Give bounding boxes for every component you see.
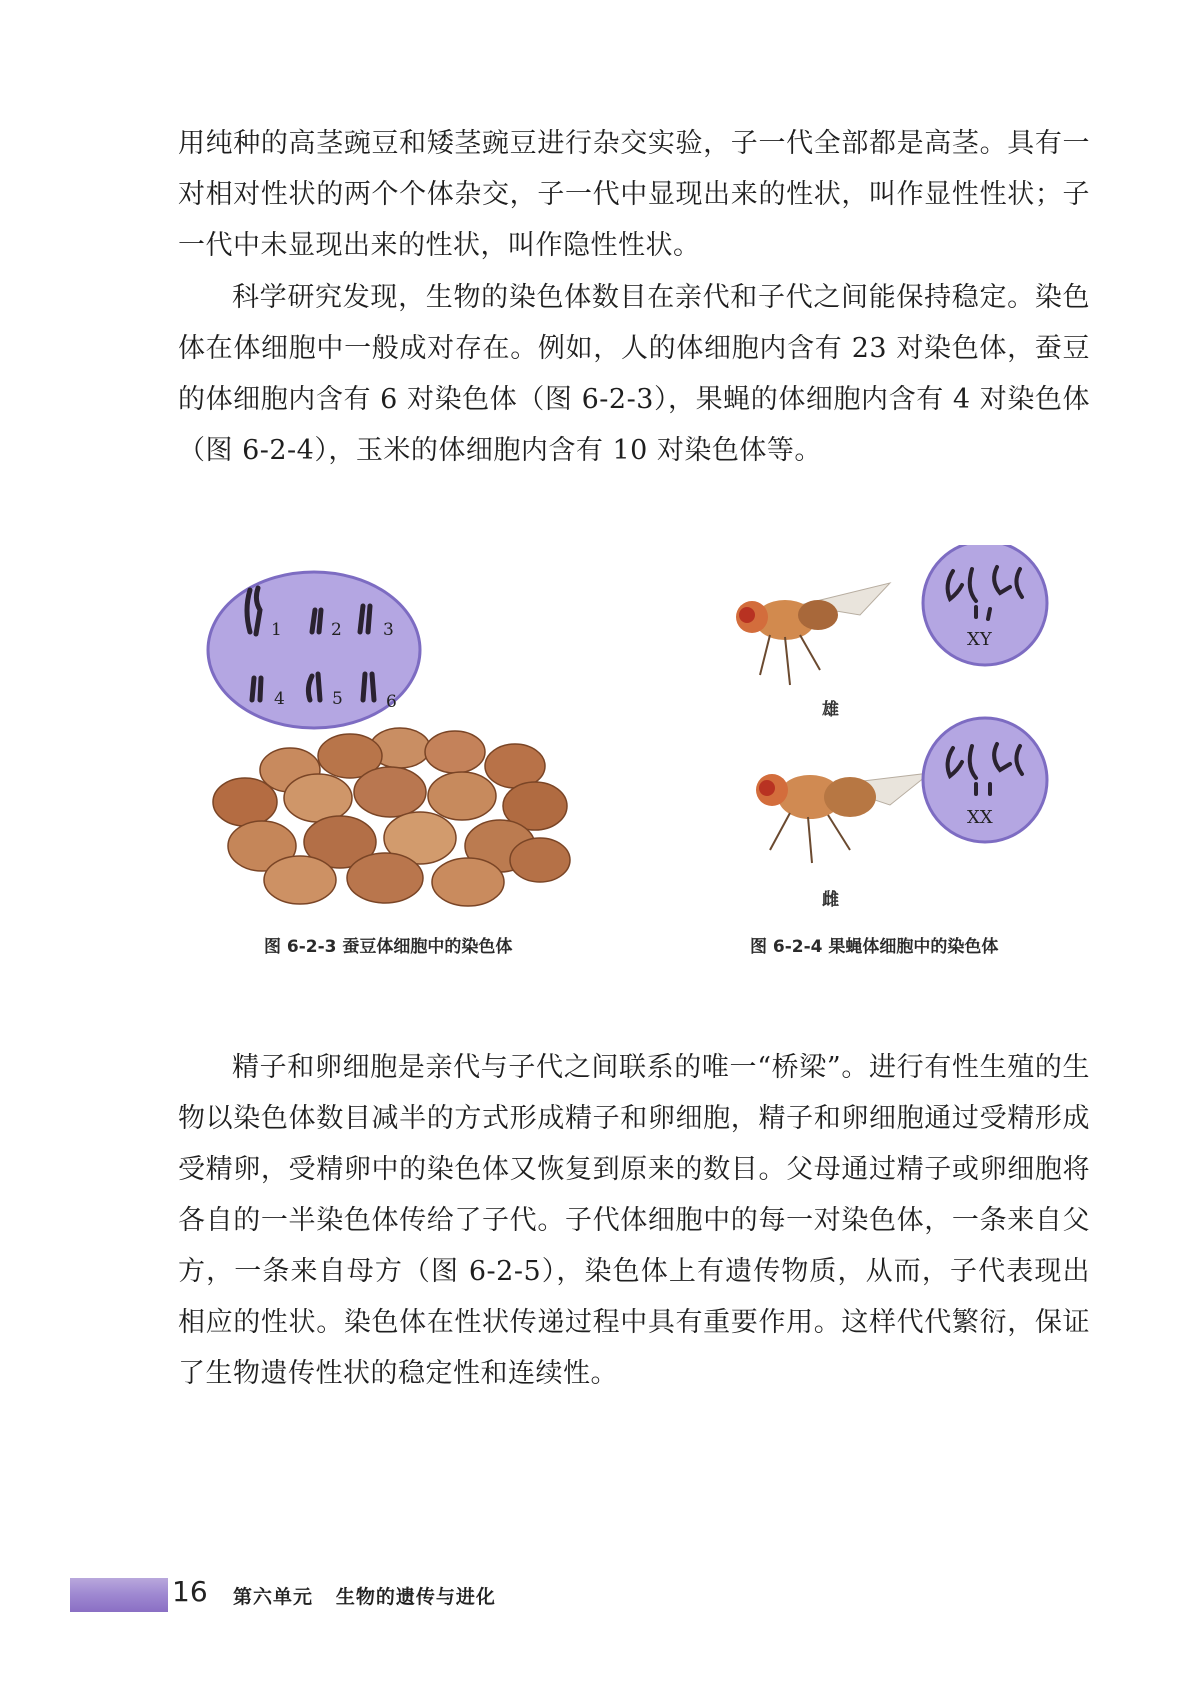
chromosome-label-6: 6 — [386, 692, 397, 712]
chromosome-label-3: 3 — [383, 620, 394, 640]
page-number: 16 — [172, 1575, 208, 1608]
chromosome-label-2: 2 — [331, 620, 342, 640]
paragraph-sperm-egg: 精子和卵细胞是亲代与子代之间联系的唯一“桥梁”。进行有性生殖的生物以染色体数目减半的方式形成精子和卵细胞，精子和卵细胞通过受精形成受精卵，受精卵中的染色体又恢复到原来的数目。父母通过精子或卵细胞将各自的一半染色体传给了子代。子代体细胞中的每一对染色体，一条来自父方，一条来自母方（图 6-2-5），染色体上有遗传物质，从而，子代表现出相应的性状。染色体在性状传递过程中具有重要作用。这样代代繁衍，保证了生物遗传性状的稳定性和连续性。 — [178, 1052, 1090, 1389]
chromosome-label-1: 1 — [271, 620, 282, 640]
female-sex-chromosomes: XX — [967, 807, 993, 828]
broad-beans-pile — [213, 728, 570, 906]
bean-figure-illustration — [200, 570, 620, 970]
figure-6-2-3-caption: 图 6-2-3 蚕豆体细胞中的染色体 — [264, 937, 513, 957]
figure-6-2-4-caption: 图 6-2-4 果蝇体细胞中的染色体 — [750, 937, 999, 957]
male-sex-chromosomes: XY — [967, 629, 992, 650]
male-fly-illustration — [736, 583, 890, 685]
female-label: 雌 — [822, 890, 839, 910]
figure-fruit-fly — [700, 545, 1100, 970]
paragraph-chromosome-number: 科学研究发现，生物的染色体数目在亲代和子代之间能保持稳定。染色体在体细胞中一般成对存在。例如，人的体细胞内含有 23 对染色体，蚕豆的体细胞内含有 6 对染色体（图 6-2-3），果蝇的体细胞内含有 4 对染色体（图 6-2-4），玉米的体细胞内含有 10 对染色体等。 — [178, 282, 1090, 466]
footer-accent-bar — [70, 1578, 168, 1612]
fly-figure-illustration — [700, 545, 1100, 970]
unit-title: 第六单元 生物的遗传与进化 — [233, 1586, 496, 1608]
chromosome-label-4: 4 — [274, 689, 285, 709]
paragraph-dominant-recessive: 用纯种的高茎豌豆和矮茎豌豆进行杂交实验，子一代全部都是高茎。具有一对相对性状的两个个体杂交，子一代中显现出来的性状，叫作显性性状；子一代中未显现出来的性状，叫作隐性性状。 — [178, 128, 1090, 261]
female-fly-illustration — [756, 773, 930, 863]
figure-broad-bean — [200, 570, 620, 970]
male-label: 雄 — [822, 700, 839, 720]
chromosome-label-5: 5 — [332, 689, 343, 709]
